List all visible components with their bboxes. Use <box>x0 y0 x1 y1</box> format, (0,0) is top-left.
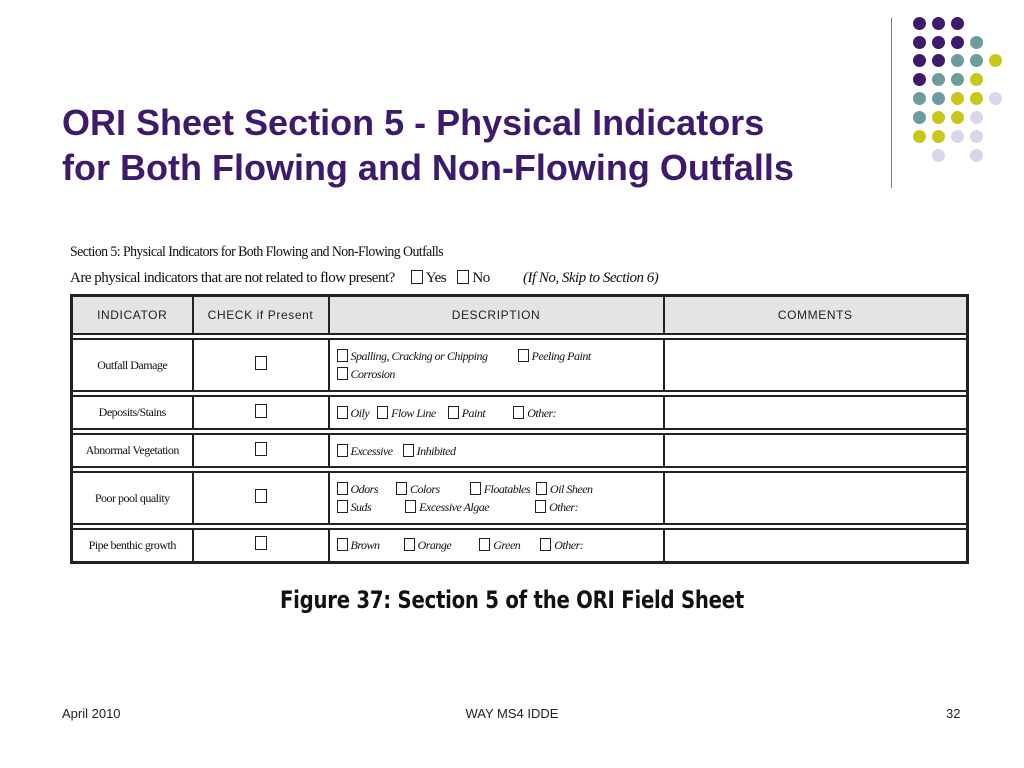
option-checkbox[interactable] <box>337 444 348 457</box>
dot <box>913 92 926 105</box>
option-checkbox[interactable] <box>403 444 414 457</box>
figure-caption: Figure 37: Section 5 of the ORI Field Sheet <box>279 586 745 614</box>
footer-title: WAY MS4 IDDE <box>465 706 559 721</box>
option-label: Paint <box>461 405 486 420</box>
table-row <box>72 472 968 524</box>
description-option <box>404 536 452 554</box>
form-question <box>70 270 658 287</box>
footer-date: April 2010 <box>62 706 121 721</box>
description-line <box>337 536 663 554</box>
option-label: Orange <box>417 538 452 553</box>
option-checkbox[interactable] <box>540 538 551 551</box>
form-section-heading: Section 5: Physical Indicators for Both Flowing and Non-Flowing Outfalls <box>70 244 444 260</box>
comments-cell[interactable] <box>664 396 968 429</box>
description-cell <box>329 339 664 391</box>
option-label: Excessive <box>350 443 393 458</box>
option-label: Oily <box>350 405 370 420</box>
option-checkbox[interactable] <box>470 482 481 495</box>
option-checkbox[interactable] <box>479 538 490 551</box>
option-label: Other: <box>554 538 584 553</box>
indicator-cell: Outfall Damage <box>72 339 193 391</box>
description-line <box>337 365 663 383</box>
description-option <box>536 480 593 498</box>
indicator-cell: Pipe benthic growth <box>72 529 193 562</box>
present-checkbox[interactable] <box>255 489 267 503</box>
ori-form-figure <box>68 244 968 553</box>
check-if-present-cell <box>193 396 329 429</box>
dot <box>989 92 1002 105</box>
option-label: Other: <box>549 500 579 514</box>
description-option <box>405 498 489 516</box>
no-checkbox <box>457 270 469 284</box>
option-checkbox[interactable] <box>448 406 459 419</box>
dot <box>951 17 964 30</box>
dot <box>913 111 926 124</box>
yes-label: Yes <box>425 270 447 286</box>
dot <box>970 130 983 143</box>
description-option <box>535 498 578 516</box>
description-option <box>470 480 530 498</box>
option-checkbox[interactable] <box>396 482 407 495</box>
dot <box>951 92 964 105</box>
description-option <box>540 536 583 554</box>
table-header-row <box>72 296 968 335</box>
option-checkbox[interactable] <box>535 500 546 513</box>
option-checkbox[interactable] <box>513 406 524 419</box>
table-row <box>72 529 968 562</box>
slide-title-line-2: for Both Flowing and Non-Flowing Outfalls <box>62 147 794 188</box>
skip-note: (If No, Skip to Section 6) <box>522 270 659 286</box>
column-header: DESCRIPTION <box>329 296 664 335</box>
check-if-present-cell <box>193 434 329 467</box>
dot <box>951 111 964 124</box>
no-label: No <box>472 270 490 286</box>
slide-number: 32 <box>946 706 961 721</box>
column-header: INDICATOR <box>72 296 193 335</box>
option-checkbox[interactable] <box>337 406 348 419</box>
option-label: Excessive Algae <box>419 500 490 514</box>
description-option <box>403 442 456 460</box>
dot <box>913 130 926 143</box>
description-option <box>377 404 436 422</box>
dot <box>951 36 964 49</box>
slide-title <box>62 100 892 190</box>
present-checkbox[interactable] <box>255 536 267 550</box>
table-row <box>72 396 968 429</box>
dot <box>932 54 945 67</box>
dot <box>970 54 983 67</box>
dot <box>951 130 964 143</box>
dot <box>932 111 945 124</box>
column-header: CHECK if Present <box>193 296 329 335</box>
dot <box>970 36 983 49</box>
option-label: Corrosion <box>350 367 395 381</box>
description-option <box>337 536 380 554</box>
option-label: Floatables <box>483 482 531 496</box>
dot <box>932 73 945 86</box>
description-cell <box>329 434 664 467</box>
check-if-present-cell <box>193 529 329 562</box>
indicator-cell: Abnormal Vegetation <box>72 434 193 467</box>
indicator-cell: Deposits/Stains <box>72 396 193 429</box>
dot <box>951 54 964 67</box>
dot <box>913 73 926 86</box>
comments-cell[interactable] <box>664 339 968 391</box>
dot <box>932 130 945 143</box>
comments-cell[interactable] <box>664 529 968 562</box>
dot <box>932 17 945 30</box>
dot <box>970 73 983 86</box>
description-option <box>448 404 486 422</box>
table-row <box>72 434 968 467</box>
dot <box>913 36 926 49</box>
dot <box>970 92 983 105</box>
description-line <box>337 347 663 365</box>
indicator-cell: Poor pool quality <box>72 472 193 524</box>
table-row <box>72 339 968 391</box>
comments-cell[interactable] <box>664 434 968 467</box>
check-if-present-cell <box>193 339 329 391</box>
present-checkbox[interactable] <box>255 442 267 456</box>
description-option <box>337 442 393 460</box>
dot <box>970 149 983 162</box>
option-label: Spalling, Cracking or Chipping <box>350 349 488 363</box>
yes-checkbox <box>411 270 423 284</box>
present-checkbox[interactable] <box>255 404 267 418</box>
option-label: Brown <box>350 538 380 553</box>
dot <box>932 36 945 49</box>
column-header: COMMENTS <box>664 296 968 335</box>
option-label: Oil Sheen <box>550 482 593 496</box>
dot <box>913 54 926 67</box>
description-line <box>337 480 663 498</box>
option-checkbox[interactable] <box>536 482 547 495</box>
dot <box>970 111 983 124</box>
description-option <box>337 347 488 365</box>
description-line <box>337 498 663 516</box>
option-checkbox[interactable] <box>337 538 348 551</box>
description-option <box>479 536 520 554</box>
description-cell <box>329 396 664 429</box>
option-label: Green <box>493 538 521 553</box>
check-if-present-cell <box>193 472 329 524</box>
option-label: Peeling Paint <box>531 349 591 363</box>
form-question-text: Are physical indicators that are not related to flow present? <box>70 270 395 286</box>
description-option <box>337 404 370 422</box>
description-option <box>513 404 556 422</box>
option-label: Inhibited <box>416 443 456 458</box>
option-checkbox[interactable] <box>377 406 388 419</box>
dot <box>913 17 926 30</box>
physical-indicators-table <box>70 294 969 564</box>
comments-cell[interactable] <box>664 472 968 524</box>
dot <box>932 149 945 162</box>
option-checkbox[interactable] <box>337 500 348 513</box>
description-option <box>337 480 379 498</box>
option-label: Colors <box>410 482 440 496</box>
dot <box>932 92 945 105</box>
option-checkbox[interactable] <box>337 482 348 495</box>
description-option <box>337 365 395 383</box>
description-option <box>337 498 372 516</box>
description-cell <box>329 529 664 562</box>
option-label: Suds <box>350 500 372 514</box>
option-checkbox[interactable] <box>518 349 529 362</box>
description-line <box>337 404 663 422</box>
option-checkbox[interactable] <box>405 500 416 513</box>
description-cell <box>329 472 664 524</box>
option-label: Flow Line <box>391 405 436 420</box>
option-checkbox[interactable] <box>404 538 415 551</box>
present-checkbox[interactable] <box>255 356 267 370</box>
slide-title-line-1: ORI Sheet Section 5 - Physical Indicators <box>62 102 765 143</box>
description-option <box>518 347 591 365</box>
option-label: Odors <box>350 482 379 496</box>
dot <box>951 73 964 86</box>
option-checkbox[interactable] <box>337 349 348 362</box>
option-label: Other: <box>527 405 557 420</box>
option-checkbox[interactable] <box>337 367 348 380</box>
description-option <box>396 480 440 498</box>
description-line <box>337 442 663 460</box>
dot <box>989 54 1002 67</box>
